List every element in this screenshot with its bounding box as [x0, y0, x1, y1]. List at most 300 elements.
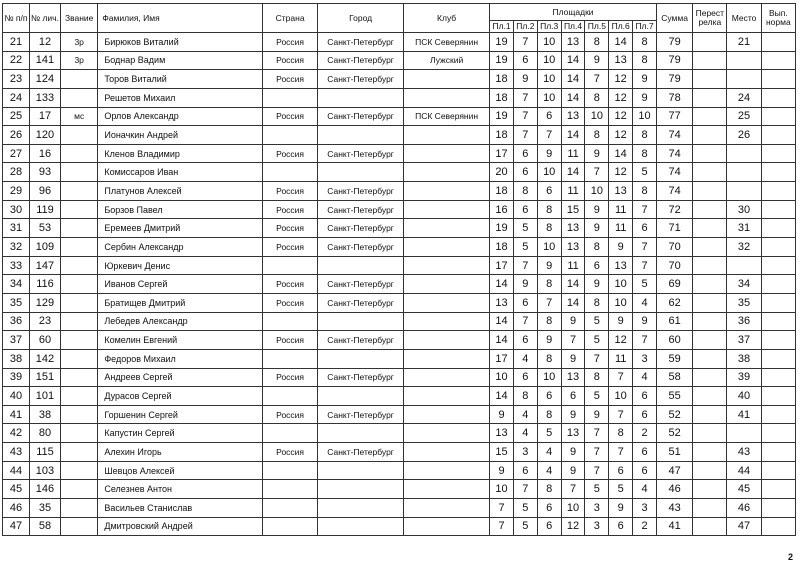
- cell-range-4: 7: [561, 480, 585, 499]
- cell-club: [404, 443, 490, 462]
- cell-norm: [761, 126, 795, 145]
- cell-range-5: 9: [585, 405, 609, 424]
- cell-rank: 3р: [61, 51, 98, 70]
- cell-city: Санкт-Петербург: [318, 293, 404, 312]
- cell-range-4: 11: [561, 144, 585, 163]
- cell-name: Торов Виталий: [98, 70, 263, 89]
- cell-club: [404, 331, 490, 350]
- cell-norm: [761, 88, 795, 107]
- cell-range-6: 9: [609, 312, 633, 331]
- table-row: [3, 443, 796, 462]
- table-row: [3, 368, 796, 387]
- cell-range-3: 8: [537, 405, 561, 424]
- cell-range-5: 8: [585, 33, 609, 52]
- cell-place: 43: [727, 443, 761, 462]
- cell-country: Россия: [263, 107, 318, 126]
- cell-sum: 79: [656, 33, 692, 52]
- cell-np: 38: [3, 349, 30, 368]
- cell-np: 41: [3, 405, 30, 424]
- cell-city: [318, 424, 404, 443]
- cell-range-5: 9: [585, 200, 609, 219]
- cell-city: Санкт-Петербург: [318, 182, 404, 201]
- cell-range-6: 11: [609, 349, 633, 368]
- cell-name: Кленов Владимир: [98, 144, 263, 163]
- cell-range-3: 10: [537, 51, 561, 70]
- cell-range-6: 9: [609, 499, 633, 518]
- cell-norm: [761, 499, 795, 518]
- cell-license: 60: [29, 331, 60, 350]
- cell-range-3: 10: [537, 70, 561, 89]
- cell-club: ПСК Северянин: [404, 107, 490, 126]
- cell-range-5: 8: [585, 88, 609, 107]
- cell-country: [263, 88, 318, 107]
- cell-sum: 51: [656, 443, 692, 462]
- cell-range-2: 4: [513, 424, 537, 443]
- cell-place: 24: [727, 88, 761, 107]
- cell-range-5: 8: [585, 238, 609, 257]
- cell-club: [404, 461, 490, 480]
- cell-place: [727, 163, 761, 182]
- cell-range-5: 5: [585, 480, 609, 499]
- cell-club: [404, 312, 490, 331]
- cell-range-3: 7: [537, 293, 561, 312]
- header-range-7: Пл.7: [633, 21, 657, 33]
- cell-range-6: 7: [609, 443, 633, 462]
- cell-range-7: 4: [633, 480, 657, 499]
- cell-range-4: 9: [561, 312, 585, 331]
- cell-name: Боднар Вадим: [98, 51, 263, 70]
- cell-range-7: 9: [633, 70, 657, 89]
- header-place: Место: [727, 4, 761, 33]
- cell-range-4: 11: [561, 256, 585, 275]
- cell-range-2: 7: [513, 126, 537, 145]
- cell-shootoff: [693, 499, 727, 518]
- cell-city: [318, 349, 404, 368]
- cell-np: 43: [3, 443, 30, 462]
- cell-np: 30: [3, 200, 30, 219]
- cell-club: ПСК Северянин: [404, 33, 490, 52]
- cell-range-2: 6: [513, 293, 537, 312]
- cell-norm: [761, 517, 795, 536]
- cell-license: 133: [29, 88, 60, 107]
- cell-range-5: 5: [585, 331, 609, 350]
- cell-range-3: 10: [537, 238, 561, 257]
- cell-license: 103: [29, 461, 60, 480]
- cell-name: Селезнев Антон: [98, 480, 263, 499]
- cell-name: Сербин Александр: [98, 238, 263, 257]
- cell-club: [404, 293, 490, 312]
- cell-range-3: 9: [537, 331, 561, 350]
- cell-place: 35: [727, 293, 761, 312]
- cell-norm: [761, 51, 795, 70]
- cell-rank: [61, 461, 98, 480]
- cell-place: 37: [727, 331, 761, 350]
- cell-range-4: 13: [561, 33, 585, 52]
- cell-rank: [61, 238, 98, 257]
- cell-range-3: 8: [537, 200, 561, 219]
- cell-range-1: 7: [490, 517, 514, 536]
- cell-rank: [61, 331, 98, 350]
- cell-range-2: 7: [513, 88, 537, 107]
- cell-range-5: 5: [585, 312, 609, 331]
- cell-club: [404, 275, 490, 294]
- cell-country: Россия: [263, 293, 318, 312]
- cell-range-2: 8: [513, 182, 537, 201]
- cell-range-4: 14: [561, 293, 585, 312]
- cell-np: 29: [3, 182, 30, 201]
- cell-license: 115: [29, 443, 60, 462]
- cell-license: 119: [29, 200, 60, 219]
- cell-city: Санкт-Петербург: [318, 405, 404, 424]
- cell-club: [404, 368, 490, 387]
- cell-license: 35: [29, 499, 60, 518]
- cell-range-7: 7: [633, 238, 657, 257]
- cell-name: Лебедев Александр: [98, 312, 263, 331]
- header-city: Город: [318, 4, 404, 33]
- table-row: [3, 480, 796, 499]
- header-shootoff: Перест релка: [693, 4, 727, 33]
- cell-place: 36: [727, 312, 761, 331]
- cell-name: Юркевич Денис: [98, 256, 263, 275]
- header-sum: Сумма: [656, 4, 692, 33]
- cell-range-3: 4: [537, 443, 561, 462]
- cell-norm: [761, 200, 795, 219]
- cell-country: Россия: [263, 443, 318, 462]
- cell-city: [318, 126, 404, 145]
- cell-license: 53: [29, 219, 60, 238]
- cell-rank: [61, 368, 98, 387]
- cell-place: 40: [727, 387, 761, 406]
- cell-range-3: 8: [537, 275, 561, 294]
- cell-rank: [61, 424, 98, 443]
- cell-club: [404, 200, 490, 219]
- cell-range-2: 4: [513, 405, 537, 424]
- cell-norm: [761, 182, 795, 201]
- cell-np: 32: [3, 238, 30, 257]
- cell-range-3: 9: [537, 256, 561, 275]
- cell-range-7: 5: [633, 275, 657, 294]
- cell-range-5: 8: [585, 368, 609, 387]
- cell-sum: 41: [656, 517, 692, 536]
- cell-range-7: 7: [633, 256, 657, 275]
- cell-np: 39: [3, 368, 30, 387]
- cell-range-5: 9: [585, 275, 609, 294]
- cell-range-7: 6: [633, 219, 657, 238]
- table-row: [3, 200, 796, 219]
- cell-range-4: 14: [561, 275, 585, 294]
- cell-range-7: 3: [633, 349, 657, 368]
- cell-name: Платунов Алексей: [98, 182, 263, 201]
- cell-place: [727, 144, 761, 163]
- cell-range-3: 5: [537, 424, 561, 443]
- cell-sum: 79: [656, 70, 692, 89]
- cell-rank: [61, 182, 98, 201]
- cell-range-1: 14: [490, 275, 514, 294]
- cell-sum: 52: [656, 405, 692, 424]
- cell-norm: [761, 163, 795, 182]
- cell-range-3: 9: [537, 144, 561, 163]
- cell-club: [404, 517, 490, 536]
- cell-city: Санкт-Петербург: [318, 70, 404, 89]
- cell-range-4: 9: [561, 349, 585, 368]
- cell-range-2: 5: [513, 517, 537, 536]
- cell-license: 120: [29, 126, 60, 145]
- cell-license: 142: [29, 349, 60, 368]
- header-np: № п/п: [3, 4, 30, 33]
- cell-shootoff: [693, 182, 727, 201]
- cell-range-1: 19: [490, 33, 514, 52]
- cell-shootoff: [693, 275, 727, 294]
- cell-range-7: 6: [633, 405, 657, 424]
- cell-range-3: 8: [537, 219, 561, 238]
- cell-range-6: 14: [609, 33, 633, 52]
- cell-shootoff: [693, 107, 727, 126]
- cell-name: Решетов Михаил: [98, 88, 263, 107]
- header-range-2: Пл.2: [513, 21, 537, 33]
- cell-shootoff: [693, 368, 727, 387]
- cell-sum: 74: [656, 126, 692, 145]
- cell-np: 26: [3, 126, 30, 145]
- cell-city: [318, 461, 404, 480]
- cell-range-2: 7: [513, 107, 537, 126]
- cell-range-3: 7: [537, 126, 561, 145]
- cell-name: Ионачкин Андрей: [98, 126, 263, 145]
- cell-range-1: 18: [490, 70, 514, 89]
- cell-range-1: 17: [490, 349, 514, 368]
- cell-rank: [61, 405, 98, 424]
- cell-range-2: 9: [513, 70, 537, 89]
- cell-country: [263, 256, 318, 275]
- cell-range-5: 9: [585, 51, 609, 70]
- cell-range-4: 7: [561, 331, 585, 350]
- cell-sum: 61: [656, 312, 692, 331]
- cell-range-1: 16: [490, 200, 514, 219]
- cell-city: [318, 387, 404, 406]
- cell-range-6: 13: [609, 51, 633, 70]
- table-row: [3, 33, 796, 52]
- cell-shootoff: [693, 70, 727, 89]
- table-row: [3, 70, 796, 89]
- cell-place: 30: [727, 200, 761, 219]
- cell-place: 46: [727, 499, 761, 518]
- cell-country: [263, 424, 318, 443]
- cell-range-6: 5: [609, 480, 633, 499]
- table-row: [3, 517, 796, 536]
- cell-name: Дмитровский Андрей: [98, 517, 263, 536]
- cell-np: 42: [3, 424, 30, 443]
- cell-shootoff: [693, 238, 727, 257]
- cell-range-2: 7: [513, 256, 537, 275]
- cell-license: 17: [29, 107, 60, 126]
- cell-range-2: 8: [513, 387, 537, 406]
- cell-range-7: 6: [633, 443, 657, 462]
- cell-club: [404, 88, 490, 107]
- cell-range-7: 10: [633, 107, 657, 126]
- cell-country: Россия: [263, 331, 318, 350]
- cell-range-1: 7: [490, 499, 514, 518]
- cell-name: Бирюков Виталий: [98, 33, 263, 52]
- cell-city: [318, 517, 404, 536]
- cell-city: Санкт-Петербург: [318, 238, 404, 257]
- cell-range-7: 8: [633, 33, 657, 52]
- cell-range-3: 8: [537, 480, 561, 499]
- cell-norm: [761, 275, 795, 294]
- cell-range-2: 6: [513, 200, 537, 219]
- cell-rank: [61, 219, 98, 238]
- table-row: [3, 256, 796, 275]
- cell-country: Россия: [263, 405, 318, 424]
- cell-norm: [761, 144, 795, 163]
- cell-place: 31: [727, 219, 761, 238]
- cell-license: 80: [29, 424, 60, 443]
- table-row: [3, 331, 796, 350]
- cell-range-5: 5: [585, 387, 609, 406]
- cell-club: [404, 126, 490, 145]
- table-header: [3, 4, 796, 33]
- cell-place: 44: [727, 461, 761, 480]
- cell-sum: 70: [656, 256, 692, 275]
- header-range-3: Пл.3: [537, 21, 561, 33]
- cell-license: 38: [29, 405, 60, 424]
- table-row: [3, 424, 796, 443]
- cell-club: [404, 163, 490, 182]
- table-row: [3, 405, 796, 424]
- cell-range-2: 5: [513, 219, 537, 238]
- cell-shootoff: [693, 219, 727, 238]
- cell-range-4: 14: [561, 126, 585, 145]
- cell-range-2: 6: [513, 331, 537, 350]
- cell-city: Санкт-Петербург: [318, 144, 404, 163]
- cell-range-2: 5: [513, 499, 537, 518]
- cell-country: Россия: [263, 275, 318, 294]
- cell-license: 23: [29, 312, 60, 331]
- cell-range-4: 14: [561, 88, 585, 107]
- table-row: [3, 88, 796, 107]
- cell-norm: [761, 70, 795, 89]
- cell-place: 39: [727, 368, 761, 387]
- cell-name: Васильев Станислав: [98, 499, 263, 518]
- table-row: [3, 144, 796, 163]
- cell-range-5: 7: [585, 424, 609, 443]
- cell-license: 124: [29, 70, 60, 89]
- cell-range-4: 14: [561, 70, 585, 89]
- cell-shootoff: [693, 424, 727, 443]
- cell-place: 21: [727, 33, 761, 52]
- cell-range-7: 4: [633, 368, 657, 387]
- cell-range-4: 9: [561, 405, 585, 424]
- cell-range-7: 9: [633, 312, 657, 331]
- cell-range-7: 9: [633, 88, 657, 107]
- table-row: [3, 182, 796, 201]
- cell-city: Санкт-Петербург: [318, 275, 404, 294]
- cell-license: 58: [29, 517, 60, 536]
- cell-rank: [61, 256, 98, 275]
- cell-sum: 72: [656, 200, 692, 219]
- cell-name: Горшенин Сергей: [98, 405, 263, 424]
- cell-range-7: 4: [633, 293, 657, 312]
- cell-range-7: 8: [633, 51, 657, 70]
- cell-city: Санкт-Петербург: [318, 219, 404, 238]
- cell-range-4: 13: [561, 424, 585, 443]
- cell-range-4: 9: [561, 443, 585, 462]
- cell-range-4: 6: [561, 387, 585, 406]
- cell-country: [263, 480, 318, 499]
- cell-range-3: 8: [537, 312, 561, 331]
- cell-range-4: 13: [561, 107, 585, 126]
- cell-rank: [61, 517, 98, 536]
- cell-np: 45: [3, 480, 30, 499]
- cell-range-6: 10: [609, 275, 633, 294]
- cell-range-4: 13: [561, 219, 585, 238]
- cell-np: 44: [3, 461, 30, 480]
- cell-license: 146: [29, 480, 60, 499]
- cell-range-5: 9: [585, 219, 609, 238]
- cell-shootoff: [693, 200, 727, 219]
- cell-shootoff: [693, 256, 727, 275]
- cell-np: 46: [3, 499, 30, 518]
- cell-sum: 74: [656, 163, 692, 182]
- cell-license: 129: [29, 293, 60, 312]
- cell-country: Россия: [263, 200, 318, 219]
- cell-city: [318, 256, 404, 275]
- cell-range-4: 13: [561, 368, 585, 387]
- cell-rank: [61, 349, 98, 368]
- cell-rank: [61, 163, 98, 182]
- cell-range-2: 4: [513, 349, 537, 368]
- cell-np: 24: [3, 88, 30, 107]
- cell-range-3: 10: [537, 33, 561, 52]
- cell-range-3: 10: [537, 88, 561, 107]
- cell-name: Комиссаров Иван: [98, 163, 263, 182]
- cell-sum: 79: [656, 51, 692, 70]
- cell-city: Санкт-Петербург: [318, 368, 404, 387]
- cell-range-3: 6: [537, 387, 561, 406]
- cell-range-7: 7: [633, 200, 657, 219]
- cell-range-3: 8: [537, 349, 561, 368]
- cell-sum: 46: [656, 480, 692, 499]
- cell-np: 21: [3, 33, 30, 52]
- cell-range-2: 7: [513, 312, 537, 331]
- cell-norm: [761, 405, 795, 424]
- cell-name: Шевцов Алексей: [98, 461, 263, 480]
- cell-club: [404, 480, 490, 499]
- cell-range-7: 2: [633, 424, 657, 443]
- cell-range-6: 12: [609, 88, 633, 107]
- cell-norm: [761, 331, 795, 350]
- cell-range-6: 9: [609, 238, 633, 257]
- cell-sum: 70: [656, 238, 692, 257]
- cell-norm: [761, 238, 795, 257]
- cell-range-2: 6: [513, 51, 537, 70]
- cell-range-1: 19: [490, 219, 514, 238]
- cell-range-6: 6: [609, 461, 633, 480]
- cell-club: [404, 349, 490, 368]
- header-name: Фамилия, Имя: [98, 4, 263, 33]
- cell-city: [318, 480, 404, 499]
- cell-range-4: 10: [561, 499, 585, 518]
- cell-range-3: 6: [537, 182, 561, 201]
- cell-range-2: 6: [513, 368, 537, 387]
- cell-range-1: 10: [490, 480, 514, 499]
- cell-license: 96: [29, 182, 60, 201]
- cell-range-2: 7: [513, 33, 537, 52]
- cell-range-1: 18: [490, 88, 514, 107]
- cell-range-4: 9: [561, 461, 585, 480]
- cell-country: Россия: [263, 368, 318, 387]
- cell-sum: 52: [656, 424, 692, 443]
- cell-club: [404, 219, 490, 238]
- cell-range-5: 8: [585, 126, 609, 145]
